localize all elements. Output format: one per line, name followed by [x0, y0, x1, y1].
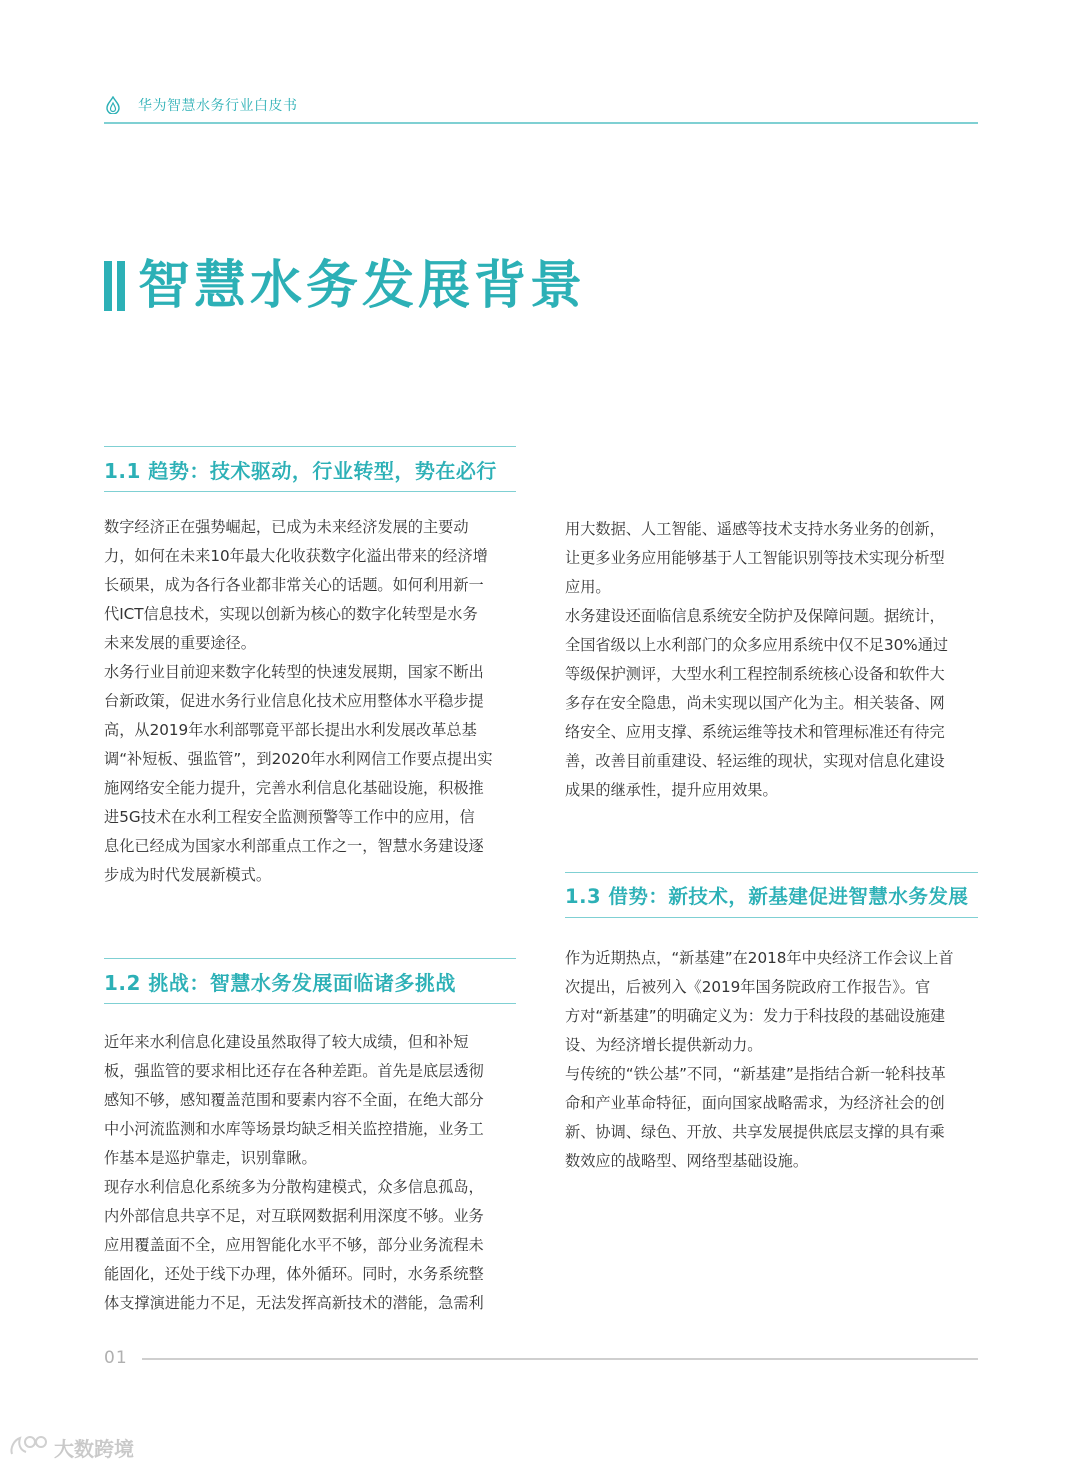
text-line: 中小河流监测和水库等场景均缺乏相关监控措施，业务工	[104, 1120, 484, 1138]
text-line: 成果的继承性，提升应用效果。	[565, 781, 778, 799]
text-line: 高，从2019年水利部鄂竟平部长提出水利发展改革总基	[104, 721, 477, 739]
text-line: 善，改善目前重建设、轻运维的现状，实现对信息化建设	[565, 752, 945, 770]
text-line: 内外部信息共享不足，对互联网数据利用深度不够。业务	[104, 1207, 484, 1225]
section-heading-text: 1.3 借势：新技术，新基建促进智慧水务发展	[565, 885, 969, 908]
header-title: 华为智慧水务行业白皮书	[138, 98, 298, 114]
footer-divider	[142, 1358, 978, 1360]
paragraph	[565, 515, 981, 805]
section-heading-1-3	[565, 872, 978, 918]
text-line: 力，如何在未来10年最大化收获数字化溢出带来的经济增	[104, 547, 488, 565]
text-line: 长硕果，成为各行各业都非常关心的话题。如何利用新一	[104, 576, 484, 594]
text-line: 水务建设还面临信息系统安全防护及保障问题。据统计，	[565, 607, 945, 625]
watermark	[8, 1430, 148, 1460]
page-title: 智慧水务发展背景	[138, 256, 587, 316]
text-line: 作为近期热点，“新基建”在2018年中央经济工作会议上首	[565, 949, 954, 967]
paragraph	[104, 1028, 520, 1318]
title-accent-bar	[117, 261, 125, 311]
text-line: 能固化，还处于线下办理，体外循环。同时，水务系统整	[104, 1265, 484, 1283]
text-line: 台新政策，促进水务行业信息化技术应用整体水平稳步提	[104, 692, 484, 710]
text-line: 体支撑演进能力不足，无法发挥高新技术的潜能，急需利	[104, 1294, 484, 1312]
text-line: 步成为时代发展新模式。	[104, 866, 272, 884]
watermark-text: 大数跨境	[54, 1437, 134, 1461]
section-heading-text: 1.2 挑战：智慧水务发展面临诸多挑战	[104, 971, 456, 995]
text-line: 进5G技术在水利工程安全监测预警等工作中的应用，信	[104, 808, 475, 826]
text-line: 设、为经济增长提供新动力。	[565, 1036, 763, 1054]
text-line: 近年来水利信息化建设虽然取得了较大成绩，但和补短	[104, 1033, 469, 1051]
text-line: 数字经济正在强势崛起，已成为未来经济发展的主要动	[104, 518, 469, 536]
text-line: 息化已经成为国家水利部重点工作之一，智慧水务建设逐	[104, 837, 484, 855]
title-accent-bar	[104, 261, 112, 311]
text-line: 板，强监管的要求相比还存在各种差距。首先是底层透彻	[104, 1062, 484, 1080]
text-line: 全国省级以上水利部门的众多应用系统中仅不足30%通过	[565, 636, 949, 654]
paragraph	[104, 513, 520, 890]
text-line: 现存水利信息化系统多为分散构建模式，众多信息孤岛，	[104, 1178, 484, 1196]
text-line: 感知不够，感知覆盖范围和要素内容不全面，在绝大部分	[104, 1091, 484, 1109]
text-line: 数效应的战略型、网络型基础设施。	[565, 1152, 808, 1170]
text-line: 等级保护测评，大型水利工程控制系统核心设备和软件大	[565, 665, 945, 683]
text-line: 作基本是巡护靠走，识别靠瞅。	[104, 1149, 317, 1167]
page-number: 01	[104, 1348, 128, 1368]
text-line: 用大数据、人工智能、遥感等技术支持水务业务的创新，	[565, 520, 945, 538]
text-line: 与传统的“铁公基”不同，“新基建”是指结合新一轮科技革	[565, 1065, 946, 1083]
watermark-logo-icon	[8, 1430, 50, 1460]
page-header	[104, 94, 978, 124]
section-heading-1-2	[104, 958, 516, 1004]
text-line: 代ICT信息技术，实现以创新为核心的数字化转型是水务	[104, 605, 478, 623]
text-line: 让更多业务应用能够基于人工智能识别等技术实现分析型	[565, 549, 945, 567]
section-heading-text: 1.1 趋势：技术驱动，行业转型，势在必行	[104, 459, 497, 483]
water-drop-flame-icon	[104, 96, 122, 114]
text-line: 未来发展的重要途径。	[104, 634, 256, 652]
text-line: 调“补短板、强监管”，到2020年水利网信工作要点提出实	[104, 750, 493, 768]
text-line: 水务行业目前迎来数字化转型的快速发展期，国家不断出	[104, 663, 484, 681]
text-line: 施网络安全能力提升，完善水利信息化基础设施，积极推	[104, 779, 484, 797]
section-heading-1-1	[104, 446, 516, 492]
text-line: 新、协调、绿色、开放、共享发展提供底层支撑的具有乘	[565, 1123, 945, 1141]
text-line: 络安全、应用支撑、系统运维等技术和管理标准还有待完	[565, 723, 945, 741]
text-line: 命和产业革命特征，面向国家战略需求，为经济社会的创	[565, 1094, 945, 1112]
text-line: 次提出，后被列入《2019年国务院政府工作报告》。官	[565, 978, 931, 996]
paragraph	[565, 944, 981, 1176]
text-line: 方对“新基建”的明确定义为：发力于科技段的基础设施建	[565, 1007, 946, 1025]
text-line: 应用覆盖面不全，应用智能化水平不够，部分业务流程未	[104, 1236, 484, 1254]
text-line: 应用。	[565, 578, 611, 596]
text-line: 多存在安全隐患，尚未实现以国产化为主。相关装备、网	[565, 694, 945, 712]
